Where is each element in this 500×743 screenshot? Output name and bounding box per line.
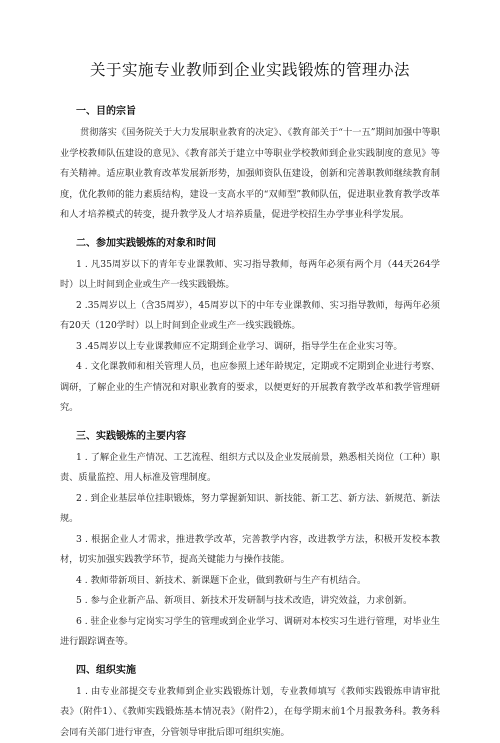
document-title: 关于实施专业教师到企业实践锻炼的管理办法 (60, 58, 440, 80)
list-item: 1 . 凡35周岁以下的青年专业课教师、实习指导教师，每两年必须有两个月（44天264学时）以上时间到企业或生产一线实践锻炼。 (60, 255, 440, 296)
list-item: 3 . 根据企业人才需求，推进教学改革，完善教学内容，改进教学方法，积极开发校本教材，切实加强实践教学环节，提高关键能力与操作技能。 (60, 530, 440, 571)
paragraph: 贯彻落实《国务院关于大力发展职业教育的决定》、《教育部关于“十一五”期间加强中等职业学校教师队伍建设的意见》、《教育部关于建立中等职业学校教师到企业实践制度的意见》等有关精神。适应职业教育改革发展新形势，加强师资队伍建设，创新和完善职教师继续教育制度，优化教师的能力素质结构，建设一支高水平的“双师型”教师队伍，促进职业教育教学改革和人才培养模式的转变，提升教学及人才培养质量，促进学校招生办学事业科学发展。 (60, 123, 440, 226)
section-targets (60, 234, 440, 419)
section-heading: 二、参加实践锻炼的对象和时间 (76, 234, 440, 249)
section-content (60, 427, 440, 653)
list-item: 2 . 到企业基层单位挂职锻炼，努力掌握新知识、新技能、新工艺、新方法、新规范、新法规。 (60, 489, 440, 530)
list-item: 1 . 由专业部提交专业教师到企业实践锻炼计划，专业教师填写《教师实践锻炼申请审批表》（附件1）、《教师实践锻炼基本情况表》（附件2），在每学期末前1个月报教务科。教务科会同有关部门进行审查，分管领导审批后即可组织实施。 (60, 682, 440, 743)
section-heading: 一、目的宗旨 (76, 102, 440, 117)
section-purpose (60, 102, 440, 226)
list-item: 2 .35周岁以上（含35周岁），45周岁以下的中年专业课教师、实习指导教师，每两年必须有20天（120学时）以上时间到企业或生产一线实践锻炼。 (60, 296, 440, 337)
list-item: 1 . 了解企业生产情况、工艺流程、组织方式以及企业发展前景，熟悉相关岗位（工种）职责、质量监控、用人标准及管理制度。 (60, 448, 440, 489)
list-item: 3 .45周岁以上专业课教师应不定期到企业学习、调研，指导学生在企业实习等。 (60, 337, 440, 358)
section-heading: 三、实践锻炼的主要内容 (76, 427, 440, 442)
section-implementation (60, 661, 440, 743)
list-item: 5 . 参与企业新产品、新项目、新技术开发研制与技术改造，讲究效益，力求创新。 (60, 591, 440, 612)
list-item: 4 . 教师带新项目、新技术、新课题下企业，做到教研与生产有机结合。 (60, 571, 440, 592)
list-item: 6 . 驻企业参与定岗实习学生的管理或到企业学习、调研对本校实习生进行管理，对毕业生进行跟踪调查等。 (60, 612, 440, 653)
section-heading: 四、组织实施 (76, 661, 440, 676)
list-item: 4 . 文化课教师和相关管理人员，也应参照上述年龄规定，定期或不定期到企业进行考察、调研，了解企业的生产情况和对职业教育的要求，以便更好的开展教育教学改革和教学管理研究。 (60, 357, 440, 419)
